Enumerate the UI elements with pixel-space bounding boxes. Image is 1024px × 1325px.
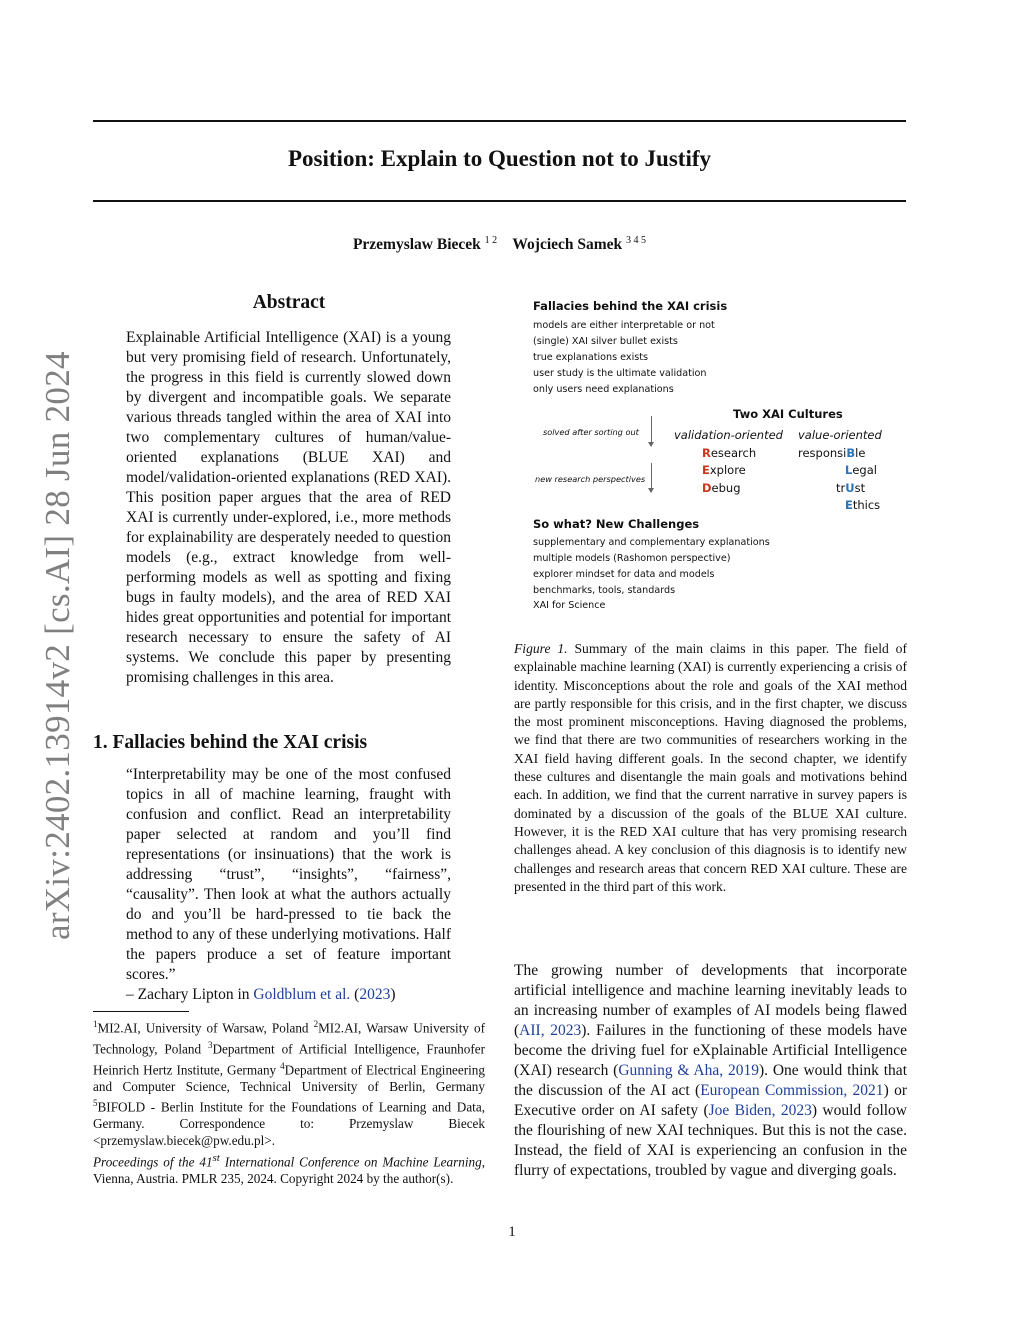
note-new: new research perspectives [535, 474, 646, 484]
blue-word-pre: responsi [798, 446, 847, 460]
challenge-item: multiple models (Rashomon perspective) [533, 553, 731, 564]
note-solved: solved after sorting out [543, 427, 639, 437]
cultures-heading: Two XAI Cultures [733, 407, 843, 421]
citation-year-link[interactable]: 2023 [359, 986, 391, 1003]
epigraph-quote: “Interpretability may be one of the most confused topics in all of machine learning, fraught with confusion and conflict. Read an interpretability paper selected at random and you’ll find representations (or insinuations) that the work is addressing “trust”, “insights”, “fairness”, “causality”. Then look at what the authors actually do and you’ll be hard-pressed to tie back the method to any of these underlying motivations. Half the papers produce a set of feature important scores.” – Zachary Lipton in Goldblum et al. (2023) [126, 766, 451, 1003]
citation-link[interactable]: Goldblum et al. [253, 986, 351, 1003]
caption-text: Summary of the main claims in this paper. The field of explainable machine learning (XAI) is currently experiencing a crisis of identity. Misconceptions about the role and goals of the XAI method are partly responsible for this crisis, and in the first chapter, we discuss the most prominent misconceptions. Having diagnosed the problems, we find that there are two communities of researchers working in the XAI field having different goals. In the second chapter, we identify these cultures and disentangle the main goals and motivations behind each. In addition, we find that the current narrative in survey papers is dominated by a discussion of the goals of the BLUE XAI culture. However, it is the RED XAI culture that has very promising research challenges ahead. A key conclusion of this diagnosis is to identify new challenges and research areas that concern RED XAI culture. These are presented in the third part of this work. [514, 641, 907, 894]
red-word [702, 481, 741, 495]
blue-word-post: st [854, 481, 866, 495]
author-affil: 3 4 5 [626, 235, 647, 246]
author-name: Przemyslaw Biecek [352, 236, 481, 254]
challenge-item: explorer mindset for data and models [533, 569, 715, 580]
red-word-rest: esearch [710, 446, 757, 460]
challenges-heading: So what? New Challenges [533, 517, 700, 531]
fallacies-heading: Fallacies behind the XAI crisis [533, 299, 728, 313]
figure-caption [514, 640, 907, 896]
citation-link[interactable]: AII, 2023 [519, 1022, 582, 1039]
figure-1 [520, 296, 910, 626]
proceedings-number: 41 [199, 1154, 213, 1170]
footnote-sup: 4 [280, 1060, 285, 1071]
footnote-sup: 2 [313, 1019, 319, 1029]
footnote-sup: 1 [93, 1019, 98, 1029]
author-name: Wojciech Samek [512, 236, 623, 254]
quote-attribution: – Zachary Lipton in [126, 986, 254, 1003]
proceedings-note [93, 1150, 485, 1187]
fallacy-item: (single) XAI silver bullet exists [533, 336, 678, 347]
author-list [93, 235, 906, 254]
correspondence: Correspondence to: Przemyslaw Biecek <przemyslaw.biecek@pw.edu.pl>. [93, 1116, 485, 1148]
abstract-body: Explainable Artificial Intelligence (XAI) is a young but very promising field of research. Unfortunately, the progress in this field is currently slowed down by divergent and incompatible goals. We separate various threads tangled within the area of XAI into two complementary cultures of human/value-oriented explanations (BLUE XAI) and model/validation-oriented explanations (RED XAI). This position paper argues that the area of RED XAI is currently under-explored, i.e., more methods for explainability are desperately needed to question models (e.g., extract knowledge from well-performing models as well as spotting and fixing bugs in faulty models), and the area of RED XAI hides great opportunities and potential for important research necessary to ensure the safety of AI systems. We conclude this paper by presenting promising challenges in this area. [126, 329, 451, 686]
blue-word-post: le [855, 446, 866, 460]
paragraph-text: ). One would think that the discussion of the AI act ( [514, 1062, 907, 1099]
fallacy-item: true explanations exists [533, 352, 649, 363]
challenge-item: supplementary and complementary explanations [533, 537, 770, 548]
paragraph-text: ) would follow the flourishing of new XAI techniques. But this is not the case. Instead, the field of XAI is experiencing an confusion in the flurry of expectations, troubled by vague and diverging goals. [514, 1102, 907, 1179]
proceedings-italic: Proceedings of the [93, 1154, 200, 1170]
proceedings-rest: , Vienna, Austria. PMLR 235, 2024. Copyright 2024 by the author(s). [93, 1154, 485, 1186]
affiliation: MI2.AI, Warsaw University of Technology, Poland [93, 1020, 485, 1057]
down-arrow-icon [651, 463, 652, 492]
citation-link[interactable]: Gunning & Aha, 2019 [618, 1062, 759, 1079]
blue-word-post: egal [852, 463, 877, 477]
footnote-rule [93, 1011, 189, 1012]
blue-word-post: thics [852, 498, 881, 512]
challenge-item: benchmarks, tools, standards [533, 585, 676, 596]
title-bottom-rule [93, 200, 906, 202]
title-top-rule [93, 120, 906, 122]
section-heading: 1. Fallacies behind the XAI crisis [93, 732, 368, 753]
page-number: 1 [508, 1224, 516, 1240]
fallacy-item: models are either interpretable or not [533, 320, 715, 331]
affiliation: BIFOLD - Berlin Institute for the Foundations of Learning and Data, Germany. [93, 1099, 485, 1132]
paragraph-text: The growing number of developments that incorporate artificial intelligence and machine learning inevitably leads to an increasing number of examples of AI models being flawed ( [514, 962, 907, 1039]
arxiv-id: arXiv:2402.13914v2 [cs.AI] 28 Jun 2024 [38, 351, 77, 940]
fallacy-item: only users need explanations [533, 384, 674, 395]
blue-word [845, 498, 880, 512]
footnote-sup: 5 [93, 1098, 98, 1109]
affiliation: MI2.AI, University of Warsaw, Poland [97, 1020, 314, 1036]
affiliation: Department of Artificial Intelligence, Fraunhofer Heinrich Hertz Institute, Germany [93, 1041, 485, 1078]
blue-word [845, 463, 877, 477]
blue-word [836, 481, 865, 495]
red-letter: D [702, 481, 712, 495]
blue-letter: U [845, 481, 855, 495]
affiliation: Department of Electrical Engineering and Computer Science, Technical University of Berlin, Germany [93, 1062, 485, 1094]
intro-paragraph [514, 961, 907, 1181]
footnote-sup: 3 [207, 1039, 213, 1050]
blue-letter: L [845, 463, 853, 477]
paper-title: Position: Explain to Question not to Justify [288, 146, 711, 171]
red-word [702, 463, 746, 477]
proceedings-suffix: st [212, 1152, 220, 1164]
caption-label: Figure 1. [514, 641, 568, 656]
red-word-rest: ebug [711, 481, 741, 495]
red-letter: R [702, 446, 711, 460]
red-word [702, 446, 756, 460]
citation-link[interactable]: Joe Biden, 2023 [708, 1102, 812, 1119]
red-word-rest: xplore [709, 463, 746, 477]
paragraph-text: ) or Executive order on AI safety ( [514, 1082, 907, 1119]
author-affil: 1 2 [484, 235, 498, 246]
down-arrow-icon [651, 416, 652, 446]
column-validation-oriented: validation-oriented [674, 428, 783, 442]
fallacy-item: user study is the ultimate validation [533, 368, 707, 379]
citation-link[interactable]: European Commission, 2021 [700, 1082, 884, 1099]
paragraph-text: ). Failures in the functioning of these models have become the driving fuel for eXplainable Artificial Intelligence (XAI) research ( [514, 1022, 907, 1079]
proceedings-italic: International Conference on Machine Learning [219, 1154, 482, 1170]
abstract-heading: Abstract [252, 292, 326, 313]
challenge-item: XAI for Science [533, 600, 606, 611]
quote-text: “Interpretability may be one of the most confused topics in all of machine learning, fraught with confusion and conflict. Read an interpretability paper selected at random and you’ll find representations (or insinuations) that the work is addressing “trust”, “insights”, “fairness”, “causality”. Then look at what the authors actually do and you’ll be hard-pressed to tie back the method to any of these underlying motivations. Half the papers produce a set of feature important scores.” [126, 766, 451, 983]
blue-letter: E [845, 498, 853, 512]
red-letter: E [702, 463, 710, 477]
blue-letter: B [846, 446, 856, 460]
blue-word [798, 446, 865, 460]
blue-word-pre: tr [836, 481, 846, 495]
column-value-oriented: value-oriented [798, 428, 882, 442]
affiliations-footnote [93, 1016, 485, 1149]
